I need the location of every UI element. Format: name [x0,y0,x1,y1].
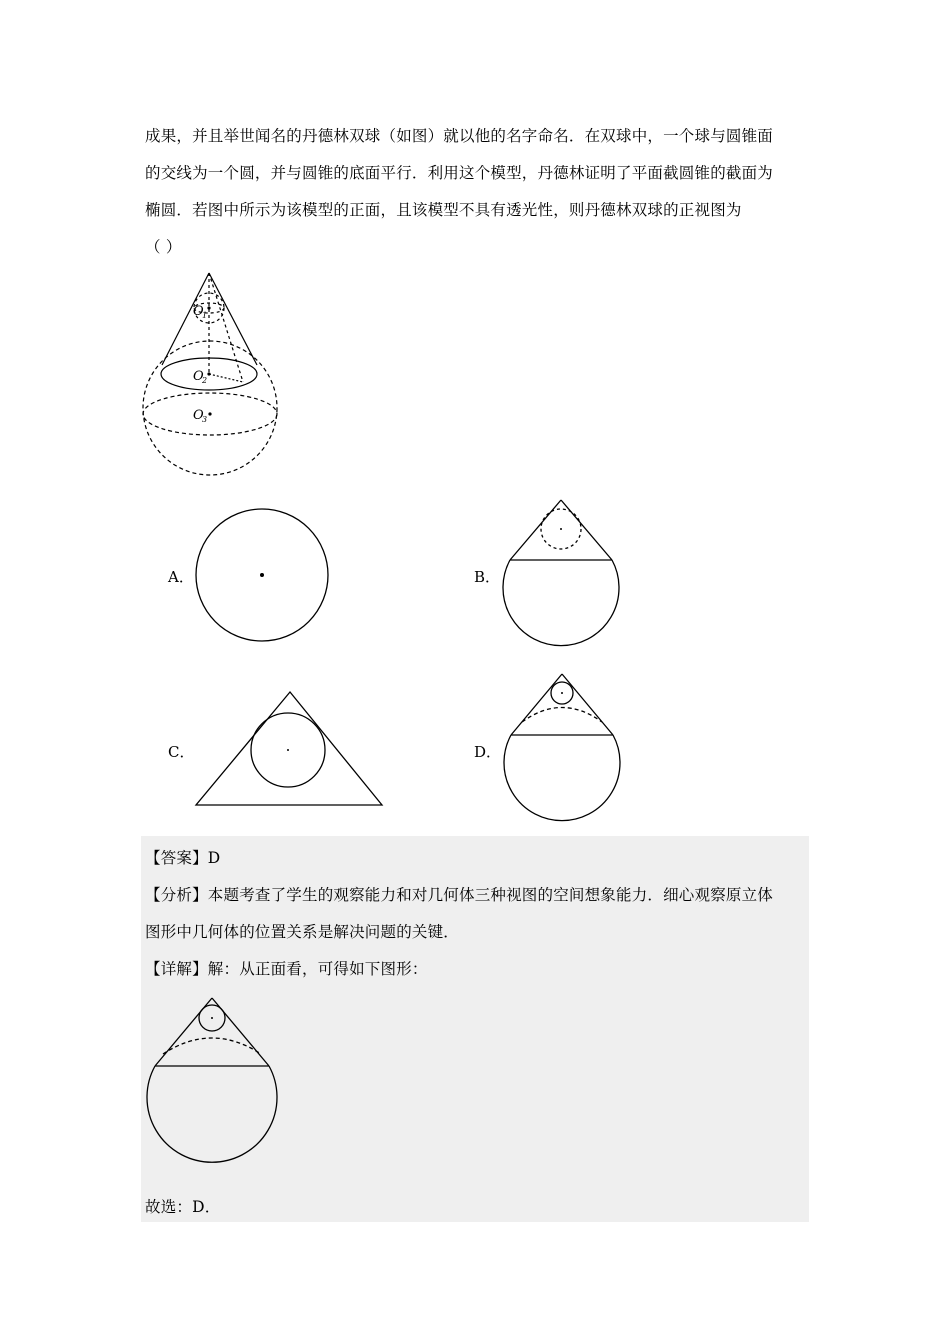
solution-panel [141,836,809,1222]
answer-text: 【答案】D [145,849,221,867]
label-o3-sub: 3 [202,415,208,424]
solution-figure [141,994,286,1179]
option-b-figure[interactable] [496,495,626,655]
question-line-3: 椭圆．若图中所示为该模型的正面，且该模型不具有透光性，则丹德林双球的正视图为 [145,201,742,219]
dandelin-spheres-figure [138,268,288,483]
option-c-label[interactable]: C． [168,743,195,761]
question-line-4: （ ） [145,238,182,256]
question-line-1: 成果，并且举世闻名的丹德林双球（如图）就以他的名字命名．在双球中，一个球与圆锥面 [145,127,774,145]
option-c-figure[interactable] [190,688,390,813]
option-b-label[interactable]: B． [474,568,501,586]
option-a-figure[interactable] [190,505,335,650]
option-a-label[interactable]: A． [168,568,194,586]
analysis-line-1: 【分析】本题考查了学生的观察能力和对几何体三种视图的空间想象能力．细心观察原立体 [145,886,774,904]
label-o1-sub: 1 [202,311,208,320]
detail-text: 【详解】解：从正面看，可得如下图形： [145,960,428,978]
label-o3: O [193,408,204,423]
analysis-line-2: 图形中几何体的位置关系是解决问题的关键． [145,923,460,941]
label-o1: O [193,304,204,319]
label-o2-sub: 2 [202,376,208,385]
option-d-label[interactable]: D． [474,743,502,761]
question-line-2: 的交线为一个圆，并与圆锥的底面平行．利用这个模型，丹德林证明了平面截圆锥的截面为 [145,164,774,182]
conclusion-text: 故选：D． [145,1198,221,1216]
label-o2: O [193,369,204,384]
option-d-figure[interactable] [496,670,626,830]
